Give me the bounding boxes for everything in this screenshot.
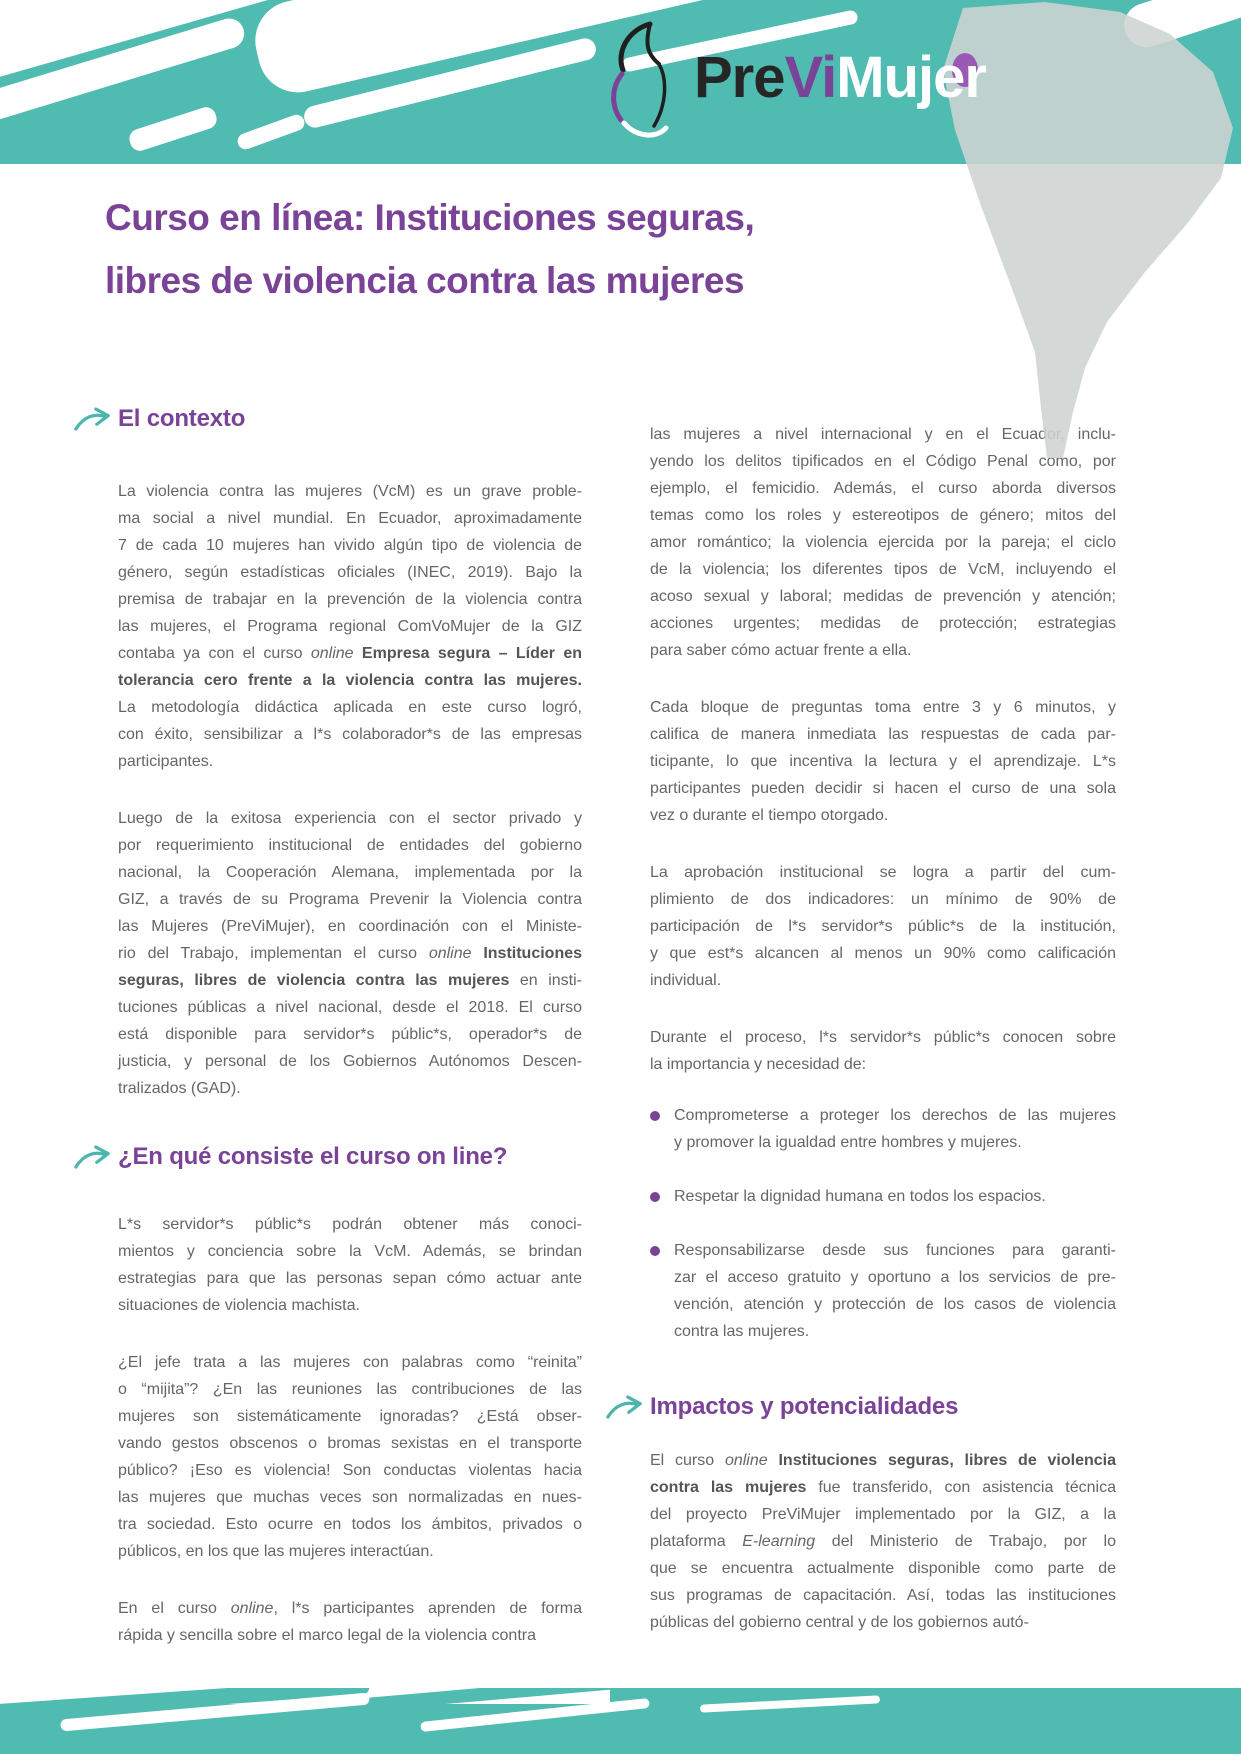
section-heading-context bbox=[118, 404, 582, 434]
bullet-list bbox=[650, 1102, 1116, 1345]
paragraph: Cada bloque de preguntas toma entre 3 y 6 minutos, y califica de manera inmediata las respuestas de cada par- ticipante, lo que incentiva la lectura y el aprendizaje. L*s participantes pueden decidir si hacen el curso de una sola vez o durante el tiempo otorgado. bbox=[650, 699, 1116, 824]
section-heading-label: Impactos y potencialidades bbox=[650, 1393, 959, 1420]
page-title bbox=[105, 186, 754, 312]
list-item bbox=[650, 1183, 1116, 1210]
section-heading-label: ¿En qué consiste el curso on line? bbox=[118, 1143, 508, 1170]
paragraph: ¿El jefe trata a las mujeres con palabras como “reinita” o “mijita”? ¿En las reuniones las contribuciones de las mujeres son sistemáticamente ignoradas? ¿Está obser- vando gestos obscenos o bromas sexistas en el transporte público? ¡Eso es violencia! Son conductas violentas hacia las mujeres que muchas veces son normalizadas en nues- tra sociedad. Esto ocurre en todos los ámbitos, privados o públicos, en los que las mujeres interactúan. bbox=[118, 1354, 582, 1560]
paragraph: Durante el proceso, l*s servidor*s públic*s conocen sobre la importancia y necesidad de: bbox=[650, 1029, 1116, 1073]
swoosh-arrow-icon bbox=[606, 1394, 644, 1421]
white-brush-stroke bbox=[127, 105, 219, 154]
section-heading-impact bbox=[650, 1392, 1116, 1422]
swoosh-arrow-icon bbox=[74, 1144, 112, 1171]
bullet-text: Respetar la dignidad humana en todos los espacios. bbox=[674, 1188, 1046, 1205]
paragraph: Luego de la exitosa experiencia con el sector privado y por requerimiento institucional de entidades del gobierno nacional, la Cooperación Alemana, implementada por la GIZ, a través de su Programa Prevenir la Violencia contra las Mujeres (PreViMujer), en coordinación con el Ministe- rio del Trabajo, implementan el curso online Instituciones seguras, libres de violencia contra las mujeres en insti- tuciones públicas a nivel nacional, desde el 2018. El curso está disponible para servidor*s públic*s, operador*s de justicia, y personal de los Gobiernos Autónomos Descen- tralizados (GAD). bbox=[118, 810, 583, 1097]
page-title-line2: libres de violencia contra las mujeres bbox=[105, 260, 745, 301]
paragraph: las mujeres a nivel internacional y en el Ecuador, inclu- yendo los delitos tipificados en el Código Penal como, por ejemplo, el femicidio. Además, el curso aborda diversos temas como los roles y estereotipos de género; mitos del amor romántico; la violencia ejercida por la pareja; el ciclo de la violencia; los diferentes tipos de VcM, incluyendo el acoso sexual y laboral; medidas de prevención y atención; acciones urgentes; medidas de protección; estrategias para saber cómo actuar frente a ella. bbox=[650, 426, 1116, 659]
list-item bbox=[650, 1237, 1116, 1345]
section-heading-label: El contexto bbox=[118, 405, 246, 432]
paragraph: La aprobación institucional se logra a partir del cum- plimiento de dos indicadores: un mínimo de 90% de participación de l*s servidor*s públic*s de la institución, y que est*s alcancen al menos un 90% como calificación individual. bbox=[650, 864, 1116, 989]
left-column bbox=[118, 404, 582, 1649]
paragraph: La violencia contra las mujeres (VcM) es un grave proble- ma social a nivel mundial. En Ecuador, aproximadamente 7 de cada 10 mujeres han vivido algún tipo de violencia de género, según estadísticas oficiales (INEC, 2019). Bajo la premisa de trabajar en la prevención de la violencia contra las mujeres, el Programa regional ComVoMujer de la GIZ contaba ya con el curso online Empresa segura – Líder en tolerancia cero frente a la violencia contra las mujeres. La metodología didáctica aplicada en este curso logró, con éxito, sensibilizar a l*s colaborador*s de las empresas participantes. bbox=[118, 483, 583, 770]
butterfly-face-logo-icon bbox=[598, 18, 694, 144]
bullet-dot-icon bbox=[650, 1246, 660, 1256]
bullet-dot-icon bbox=[650, 1192, 660, 1202]
logo-part-vi: Vi bbox=[784, 45, 837, 110]
bullet-dot-icon bbox=[650, 1111, 660, 1121]
swoosh-arrow-icon bbox=[74, 406, 112, 433]
logo-part-pre: Pre bbox=[694, 45, 785, 110]
logo-wordmark bbox=[694, 18, 986, 138]
bullet-text: Comprometerse a proteger los derechos de las mujeres y promover la igualdad entre hombres y mujeres. bbox=[674, 1107, 1116, 1151]
paragraph: En el curso online, l*s participantes aprenden de forma rápida y sencilla sobre el marco legal de la violencia contra bbox=[118, 1600, 583, 1644]
logo-part-mujer: Mujer bbox=[836, 45, 986, 110]
page-title-line1: Curso en línea: Instituciones seguras, bbox=[105, 197, 755, 238]
list-item bbox=[650, 1102, 1116, 1156]
section-heading-course bbox=[118, 1142, 582, 1172]
paragraph: El curso online Instituciones seguras, libres de violencia contra las mujeres fue transferido, con asistencia técnica del proyecto PreViMujer implementado por la GIZ, a la plataforma E-learning del Ministerio de Trabajo, por lo que se encuentra actualmente disponible como parte de sus programas de capacitación. Así, todas las instituciones públicas del gobierno central y de los gobiernos autó- bbox=[650, 1452, 1116, 1631]
footer-banner bbox=[0, 1688, 1241, 1754]
right-column bbox=[650, 421, 1116, 1636]
white-brush-stroke bbox=[235, 113, 306, 152]
paragraph: L*s servidor*s públic*s podrán obtener más conoci- mientos y conciencia sobre la VcM. Además, se brindan estrategias para que las personas sepan cómo actuar ante situaciones de violencia machista. bbox=[118, 1216, 582, 1314]
previmujer-logo bbox=[598, 18, 986, 144]
bullet-text: Responsabilizarse desde sus funciones para garanti- zar el acceso gratuito y oportuno a los servicios de pre- vención, atención y protección de los casos de violencia contra las mujeres. bbox=[674, 1242, 1116, 1340]
